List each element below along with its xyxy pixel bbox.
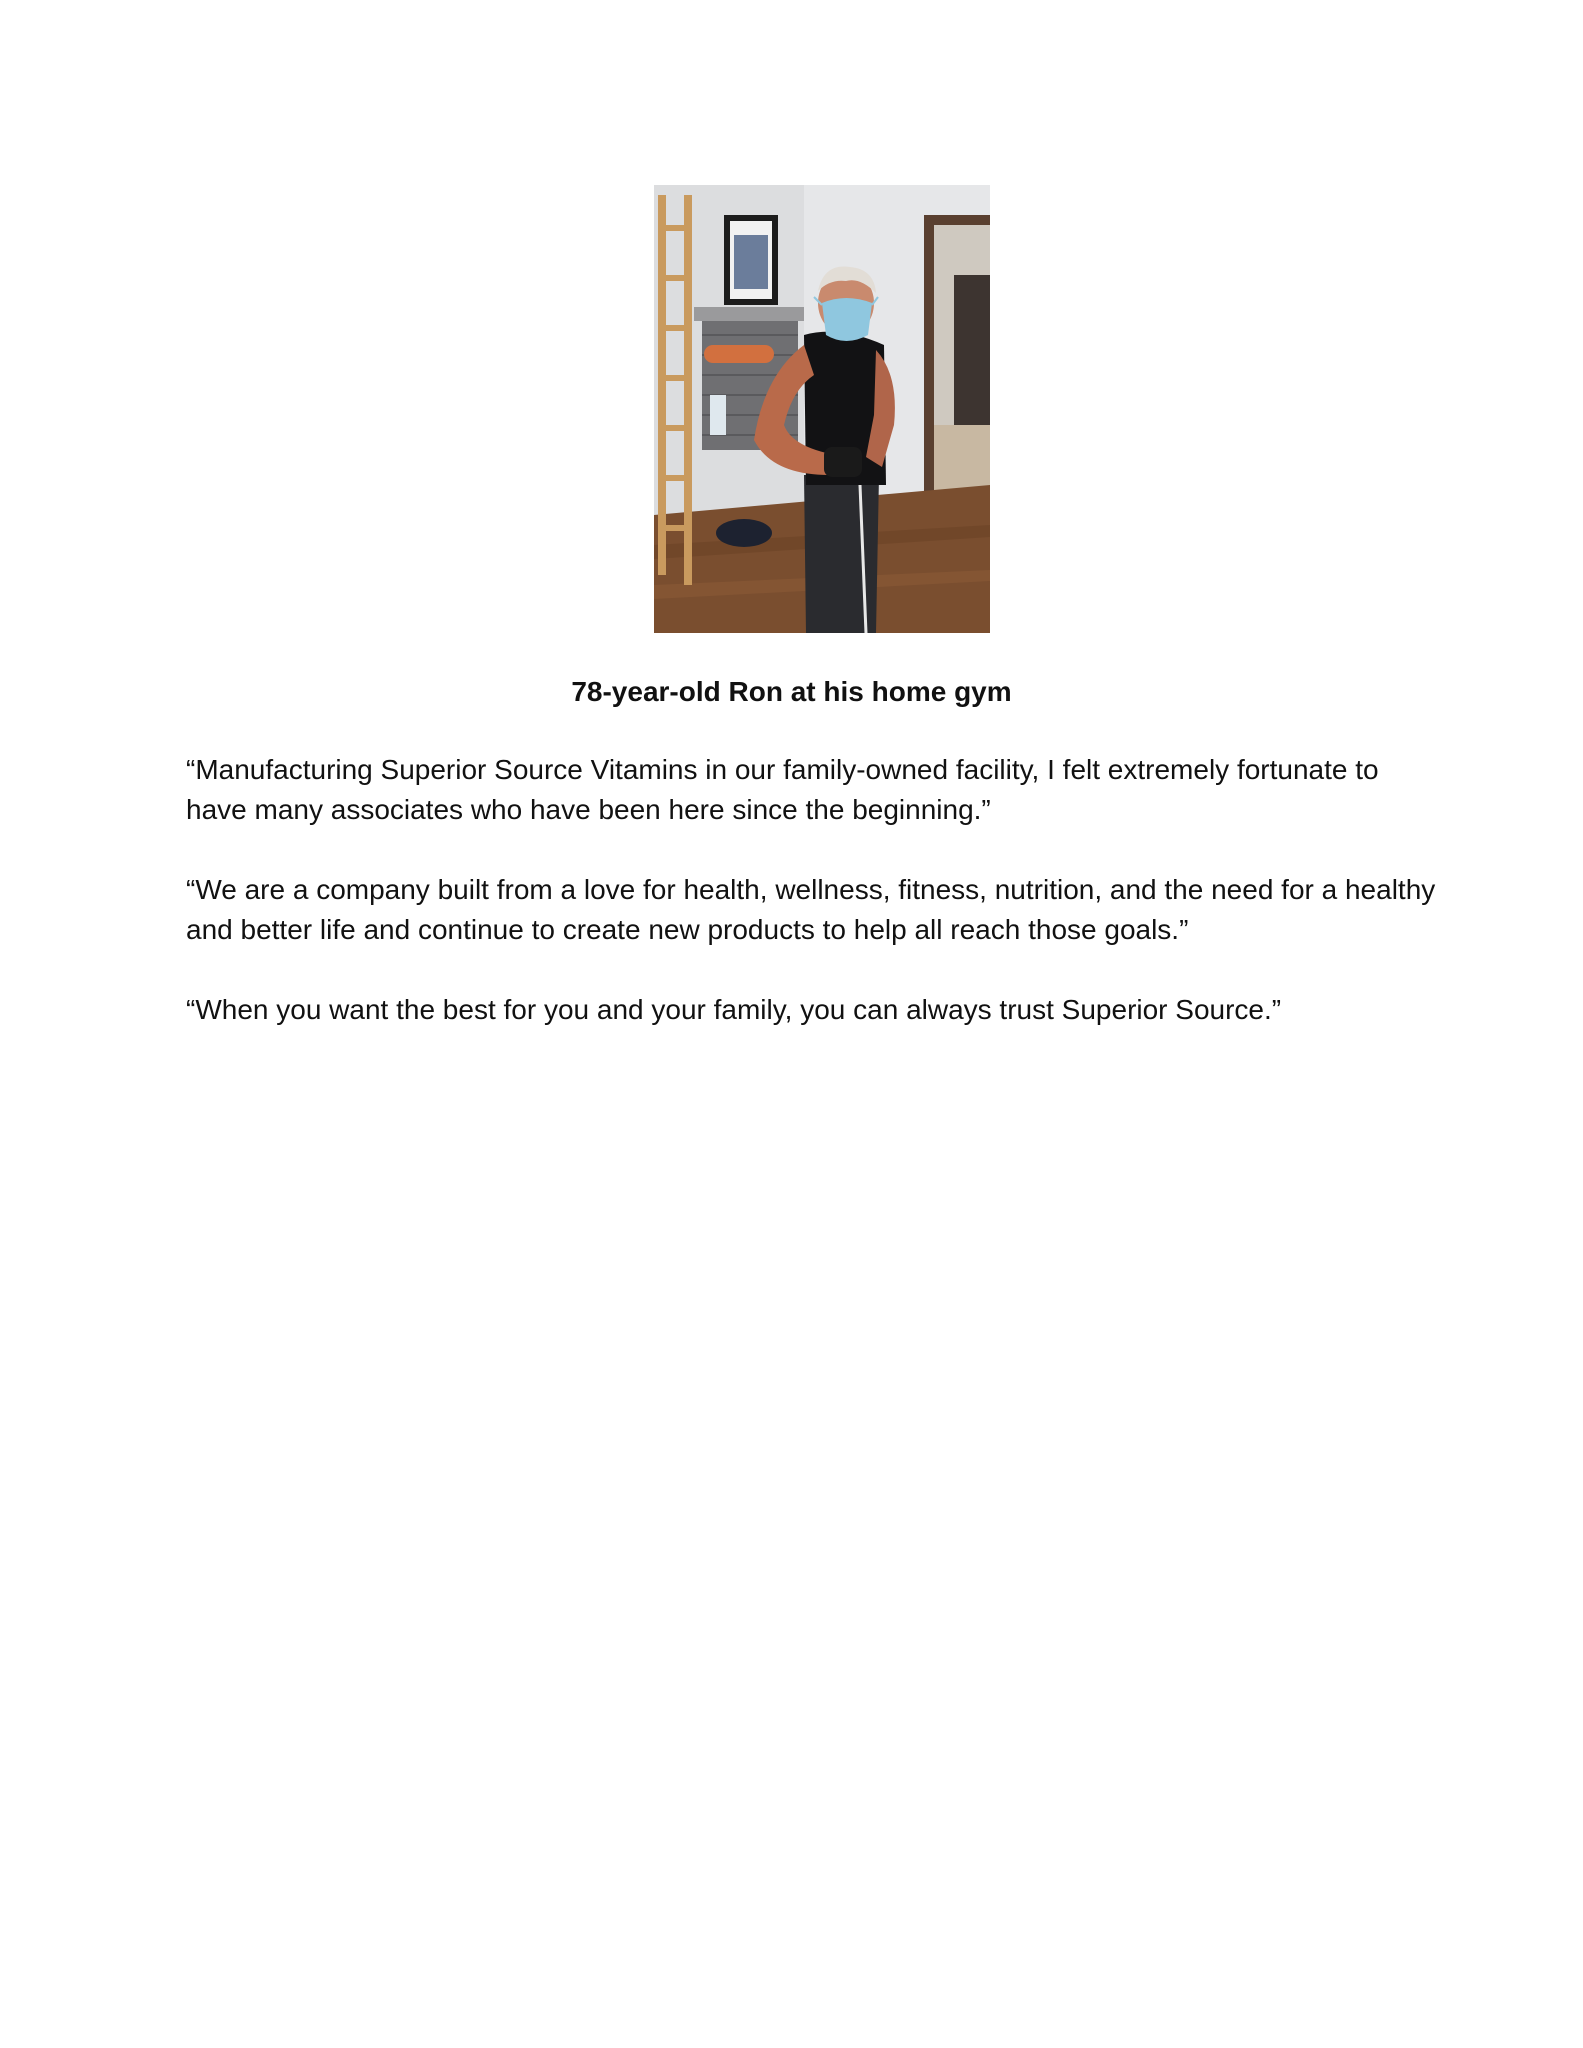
quote-paragraph: “Manufacturing Superior Source Vitamins in our family-owned facility, I felt extremely fortunate to have many associates who have been here since the beginning.”: [186, 754, 1379, 825]
body-text: [186, 750, 1436, 1070]
quote-paragraph: “We are a company built from a love for health, wellness, fitness, nutrition, and the need for a healthy and better life and continue to create new products to help all reach those goals.”: [186, 874, 1436, 945]
quote-paragraph: “When you want the best for you and your family, you can always trust Superior Source.”: [186, 994, 1282, 1025]
photo-caption: 78-year-old Ron at his home gym: [571, 676, 1012, 707]
ron-home-gym-photo: [654, 185, 990, 633]
